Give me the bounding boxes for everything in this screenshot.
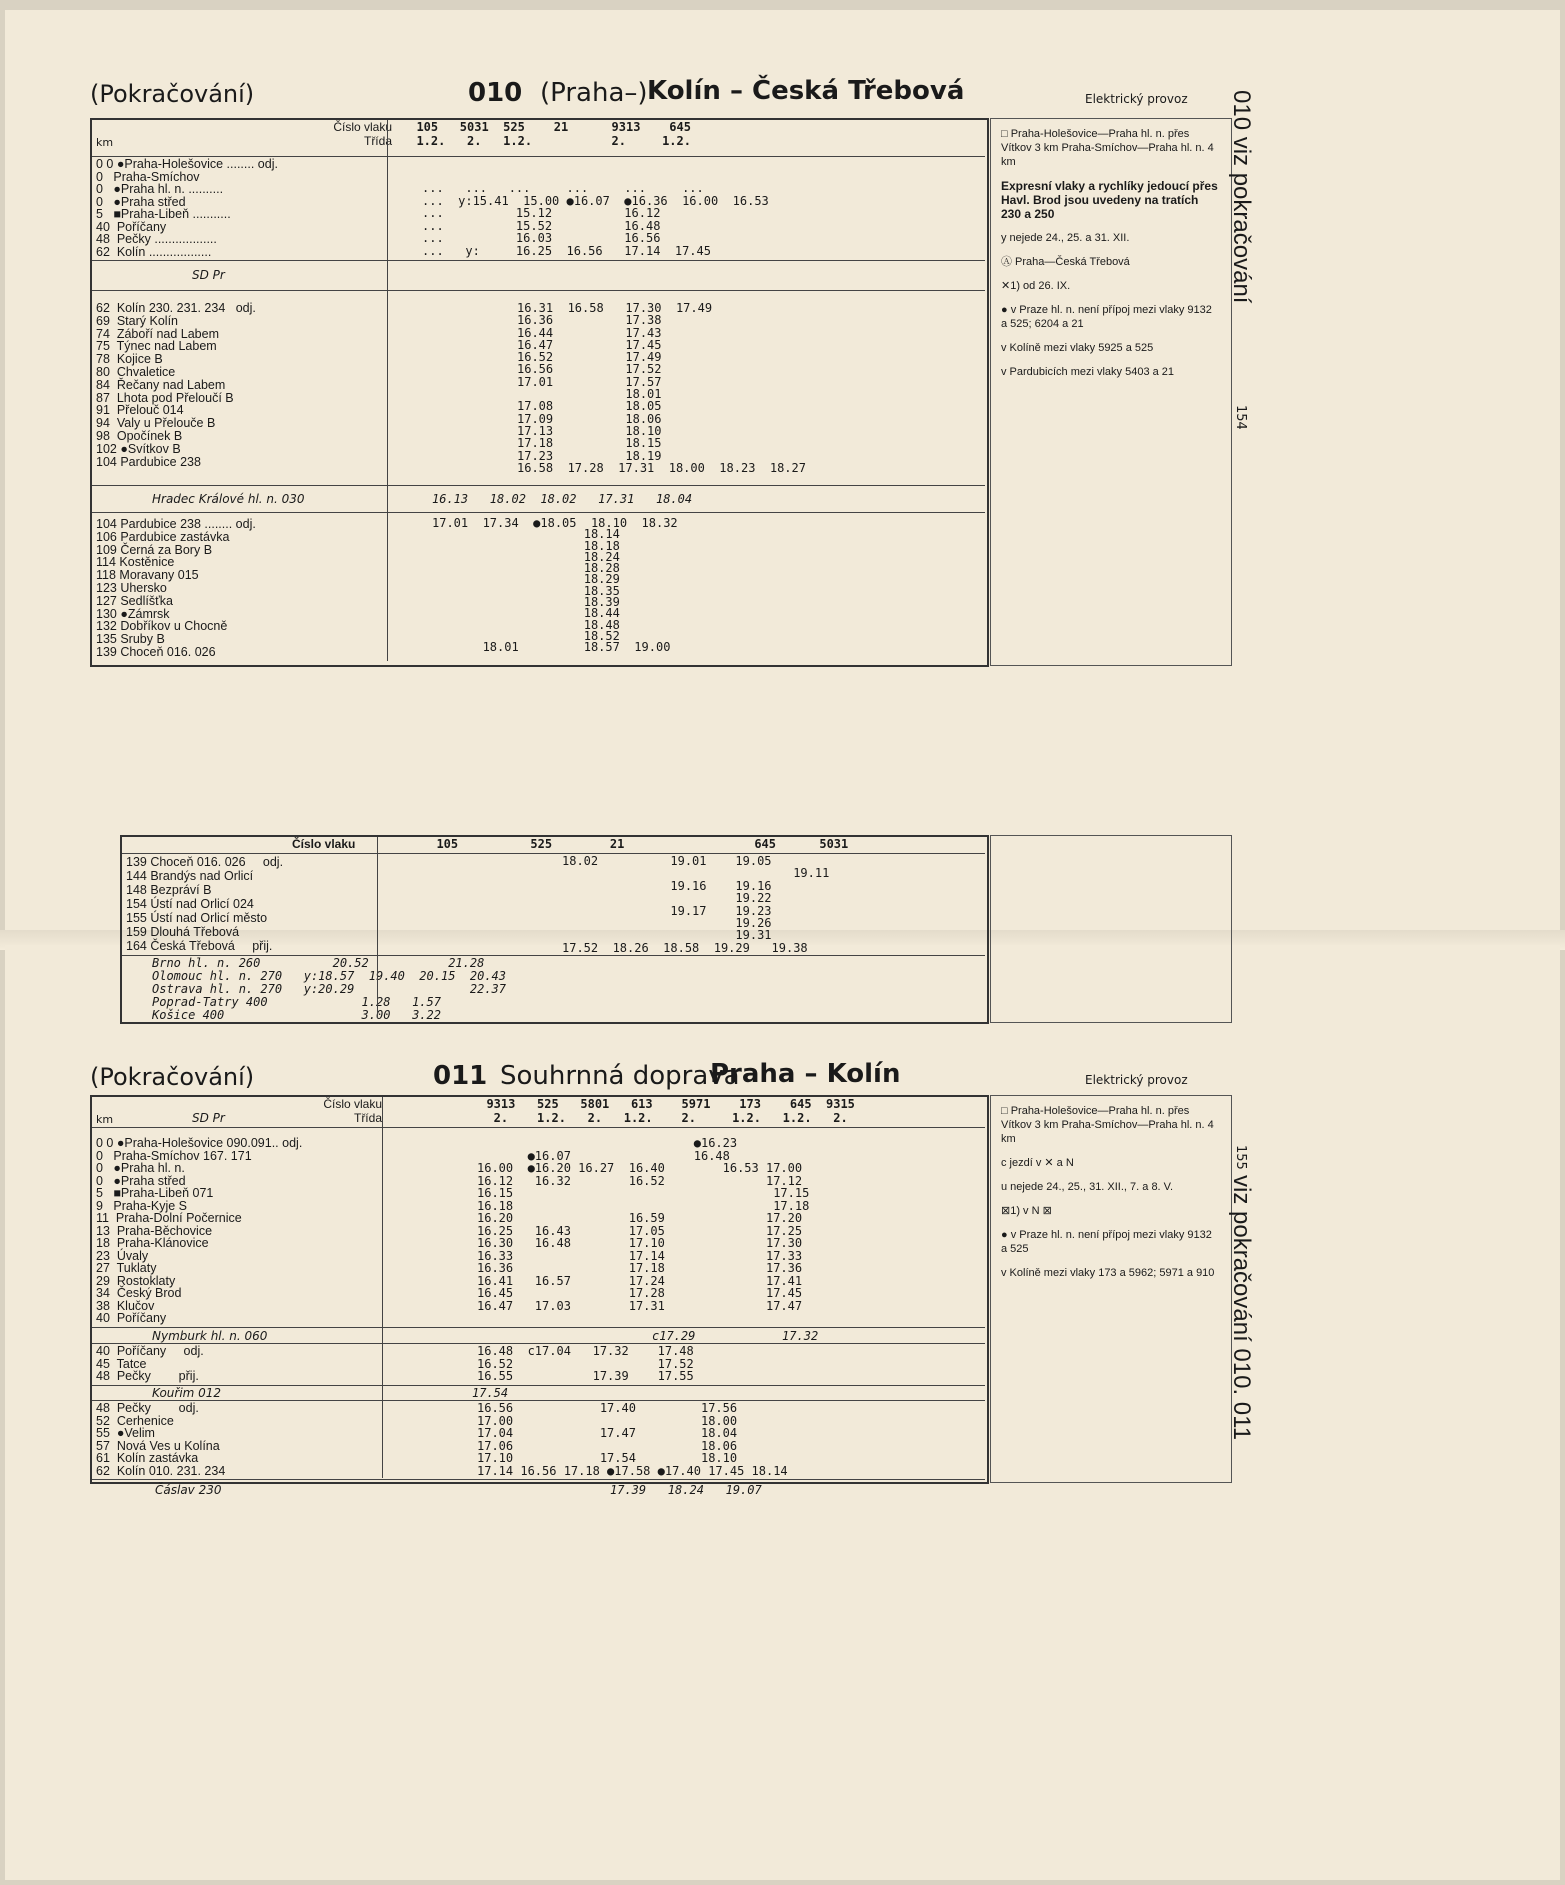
kourim-connection: Kouřim 012 <box>152 1386 222 1400</box>
note: □ Praha-Holešovice—Praha hl. n. přes Vítkov 3 km Praha-Smíchov—Praha hl. n. 4 km <box>1001 1105 1214 1145</box>
timetable-grid-011 <box>90 1095 989 1484</box>
route-prefix: Souhrnná doprava <box>500 1061 740 1091</box>
hradec-connection: Hradec Králové hl. n. 030 <box>152 492 305 506</box>
station-list-3: 104 Pardubice 238 ........ odj. 106 Pardubice zastávka 109 Černá za Bory B 114 Kostěnice 118 Moravany 015 123 Uhersko 127 Sedlíšťka 130 ●Zámrsk 132 Dobříkov u Chocně 135 Sruby B 139 Choceň 016. 026 <box>96 517 256 659</box>
traction-label: Elektrický provoz <box>1085 92 1188 106</box>
notes-box-empty <box>990 835 1232 1023</box>
station-list: 139 Choceň 016. 026 odj. 144 Brandýs nad Orlicí 148 Bezpráví B 154 Ústí nad Orlicí 024 155 Ústí nad Orlicí město 159 Dlouhá Třebová 164 Česká Třebová přij. <box>126 855 284 953</box>
note: u nejede 24., 25., 31. XII., 7. a 8. V. <box>1001 1181 1174 1193</box>
train-numbers: 105 5031 525 21 9313 645 1.2. 2. 1.2. 2. 1.2. <box>416 120 691 148</box>
km-header: km <box>96 1113 114 1126</box>
train-numbers: 9313 525 5801 613 5971 173 645 9315 2. 1.2. 2. 1.2. 2. 1.2. 1.2. 2. <box>486 1097 855 1125</box>
times-3: 16.56 17.40 17.56 17.00 18.00 17.04 17.47 18.04 17.06 18.06 17.10 17.54 18.10 17.14 16.56 17.18 ●17.58 ●17.40 17.45 18.14 <box>477 1401 788 1478</box>
times-3: 17.01 17.34 ●18.05 18.10 18.32 18.14 18.18 18.24 18.28 18.29 18.35 18.39 18.44 18.48 18.52 18.01 18.57 19.00 <box>432 516 678 655</box>
times: 18.02 19.01 19.05 19.11 19.16 19.16 19.22 19.17 19.23 19.26 19.31 17.52 18.26 18.58 19.29 19.38 <box>562 854 830 955</box>
nymburk-times: c17.29 17.32 <box>652 1329 819 1343</box>
page-155 <box>5 837 1560 1880</box>
note: □ Praha-Holešovice—Praha hl. n. přes Vítkov 3 km Praha-Smíchov—Praha hl. n. 4 km <box>1001 128 1214 168</box>
nymburk-connection: Nymburk hl. n. 060 <box>152 1329 268 1343</box>
connections: Brno hl. n. 260 20.52 21.28 Olomouc hl. n. 270 y:18.57 19.40 20.15 20.43 Ostrava hl. n. 270 y:20.29 22.37 Poprad-Tatry 400 1.28 1.57 Košice 400 3.00 3.22 <box>152 956 507 1022</box>
timetable-number: 010 <box>468 78 523 108</box>
page-154 <box>5 10 1560 940</box>
column-header: Číslo vlaku Třída <box>333 120 392 148</box>
station-list-2: 62 Kolín 230. 231. 234 odj. 69 Starý Kolín 74 Záboří nad Labem 75 Týnec nad Labem 78 Kojice B 80 Chvaletice 84 Řečany nad Labem 87 Lhota pod Přeloučí B 91 Přelouč 014 94 Valy u Přelouče B 98 Opočínek B 102 ●Svítkov B 104 Pardubice 238 <box>96 301 256 469</box>
note: ● v Praze hl. n. není přípoj mezi vlaky 9132 a 525 <box>1001 1229 1212 1255</box>
side-label: 010 viz pokračování <box>1228 90 1255 304</box>
km-header: km <box>96 136 114 149</box>
times-1: ●16.23 ●16.07 16.48 16.00 ●16.20 16.27 16.40 16.53 17.00 16.12 16.32 16.52 17.12 16.15 17.15 16.18 17.18 16.20 16.59 17.20 16.25 16.43 17.05 17.25 16.30 16.48 17.10 17.30 16.33 17.14 17.33 16.36 17.18 17.36 16.41 16.57 17.24 17.41 16.45 17.28 17.45 16.47 17.03 17.31 17.47 <box>477 1136 810 1313</box>
column-header: Číslo vlaku Třída <box>323 1097 382 1125</box>
continuation-grid <box>120 835 989 1024</box>
footnotes <box>990 118 1232 666</box>
page-number: 155 <box>1233 1145 1248 1170</box>
times-2: 16.48 c17.04 17.32 17.48 16.52 17.52 16.55 17.39 17.55 <box>477 1344 694 1383</box>
train-numbers: 105 525 21 645 5031 <box>422 837 849 851</box>
note: Ⓐ Praha—Česká Třebová <box>1001 256 1130 268</box>
side-label: viz pokračování 010. 011 <box>1228 1175 1255 1441</box>
note: v Kolíně mezi vlaky 5925 a 525 <box>1001 342 1154 354</box>
note: ⊠1) v N ⊠ <box>1001 1205 1052 1217</box>
note: v Pardubicích mezi vlaky 5403 a 21 <box>1001 366 1175 378</box>
kourim-times: 17.54 <box>472 1386 509 1400</box>
note: y nejede 24., 25. a 31. XII. <box>1001 232 1130 244</box>
continuation-label: (Pokračování) <box>90 1063 255 1091</box>
caslav-connection: Čáslav 230 <box>155 1483 222 1497</box>
timetable-grid <box>90 118 989 667</box>
times-1: ... ... ... ... ... ... ... y:15.41 15.00 ●16.07 ●16.36 16.00 16.53 ... 15.12 16.12 ... 15.52 16.48 ... 16.03 16.56 ... y: 16.25 16.56 17.14 17.45 <box>422 181 769 258</box>
page-number: 154 <box>1233 405 1248 430</box>
note: v Kolíně mezi vlaky 173 a 5962; 5971 a 910 <box>1001 1267 1215 1279</box>
station-list-2: 40 Poříčany odj. 45 Tatce 48 Pečky přij. <box>96 1344 204 1383</box>
continuation-label: (Pokračování) <box>90 80 255 108</box>
route-title: Praha – Kolín <box>710 1059 901 1089</box>
note: Expresní vlaky a rychlíky jedoucí přes Havl. Brod jsou uvedeny na tratích 230 a 250 <box>1001 179 1218 221</box>
route-prefix: (Praha–) <box>540 78 648 108</box>
station-list-1: 0 0 ●Praha-Holešovice ........ odj. 0 Praha-Smíchov 0 ●Praha hl. n. .......... 0 ●Praha střed 5 ■Praha-Libeň ........... 40 Poříčany 48 Pečky .................. 62 Kolín .................. <box>96 157 278 259</box>
caslav-times: 17.39 18.24 19.07 <box>610 1483 762 1497</box>
route-title: Kolín – Česká Třebová <box>647 76 965 106</box>
times-2: 16.31 16.58 17.30 17.49 16.36 17.38 16.44 17.43 16.47 17.45 16.52 17.49 16.56 17.52 17.01 17.57 18.01 17.08 18.05 17.09 18.06 17.13 18.10 17.18 18.15 17.23 18.19 16.58 17.28 17.31 18.00 18.23 18.27 <box>517 301 806 475</box>
traction-label: Elektrický provoz <box>1085 1073 1188 1087</box>
footnotes <box>990 1095 1232 1483</box>
note: ✕1) od 26. IX. <box>1001 280 1071 292</box>
note: ● v Praze hl. n. není přípoj mezi vlaky 9132 a 525; 6204 a 21 <box>1001 304 1212 330</box>
sd-label: SD Pr <box>192 1111 225 1125</box>
note: c jezdí v ✕ a N <box>1001 1157 1074 1169</box>
station-list-3: 48 Pečky odj. 52 Cerhenice 55 ●Velim 57 Nová Ves u Kolína 61 Kolín zastávka 62 Kolín 010. 231. 234 <box>96 1401 226 1478</box>
hradec-times: 16.13 18.02 18.02 17.31 18.04 <box>432 492 693 506</box>
sd-label: SD Pr <box>192 268 225 282</box>
station-list-1: 0 0 ●Praha-Holešovice 090.091.. odj. 0 Praha-Smíchov 167. 171 0 ●Praha hl. n. 0 ●Praha střed 5 ■Praha-Libeň 071 9 Praha-Kyje S 11 Praha-Dolní Počernice 13 Praha-Běchovice 18 Praha-Klánovice 23 Úvaly 27 Tuklaty 29 Rostoklaty 34 Český Brod 38 Klučov 40 Poříčany <box>96 1136 303 1325</box>
column-header: Číslo vlaku <box>292 837 356 851</box>
timetable-number: 011 <box>433 1061 488 1091</box>
